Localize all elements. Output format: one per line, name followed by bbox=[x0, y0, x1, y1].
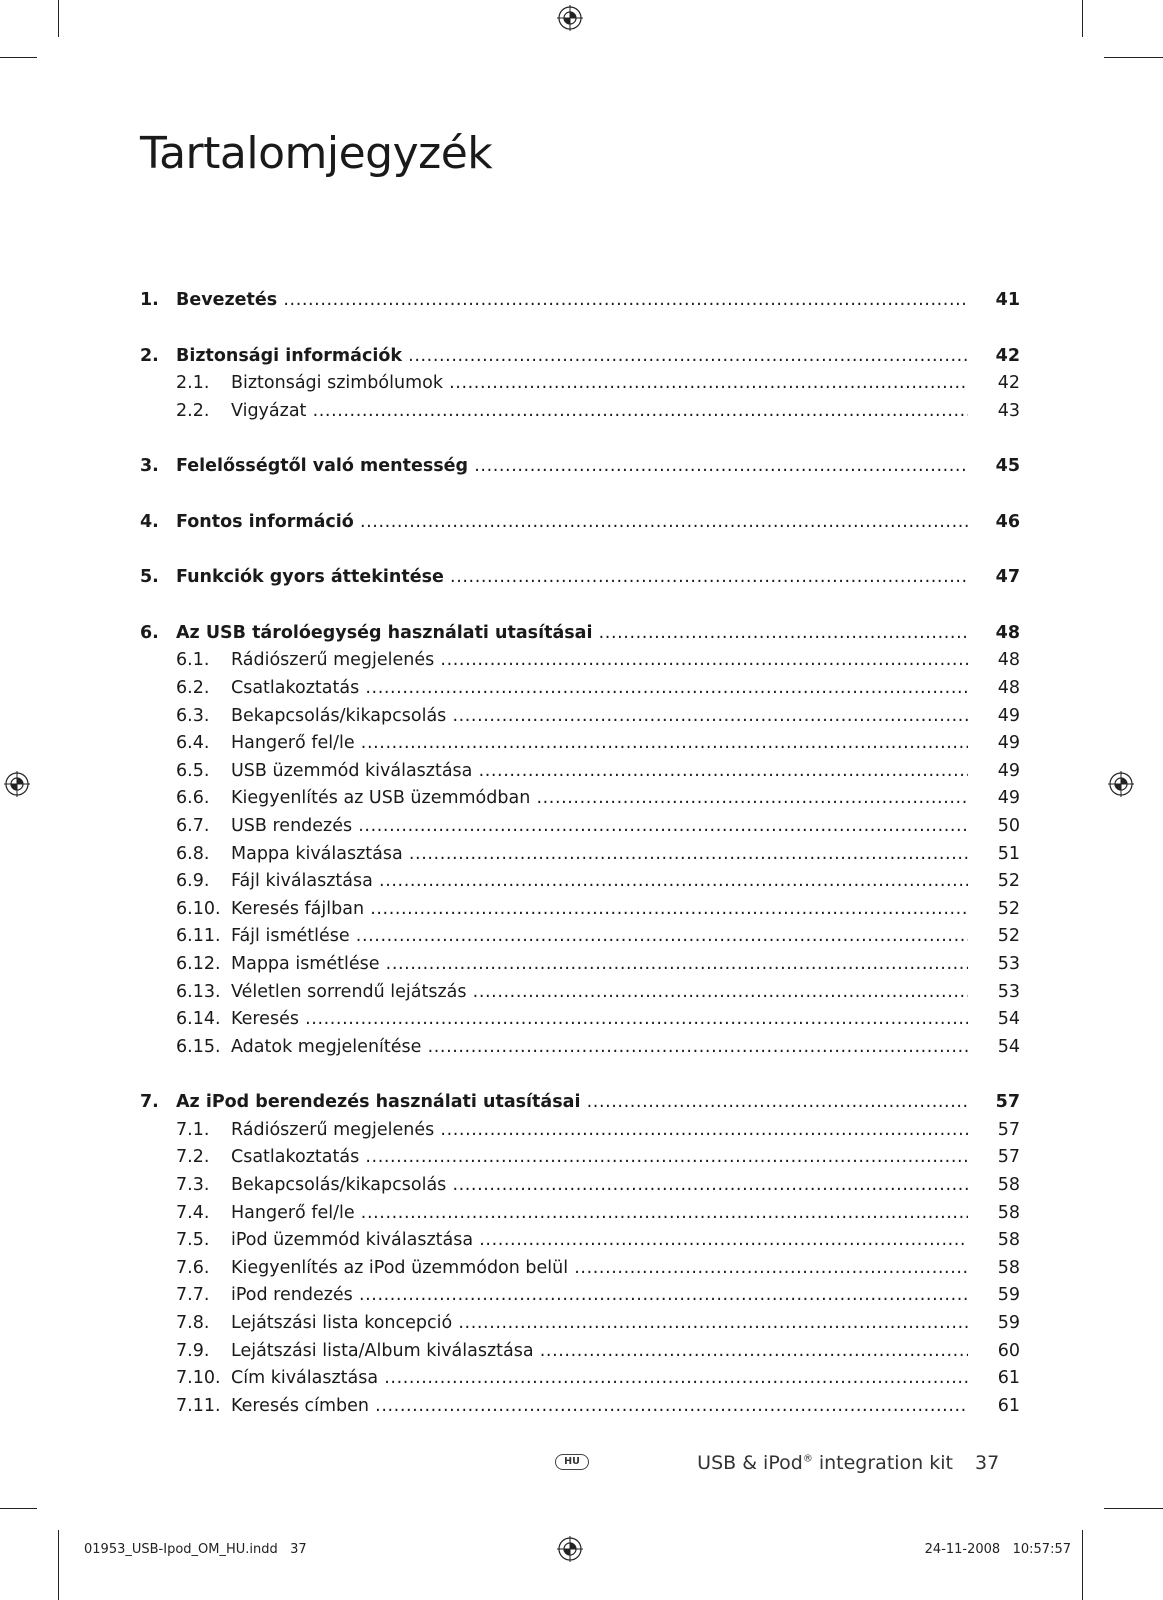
toc-entry bbox=[140, 869, 1020, 893]
toc-entry-number: 5. bbox=[140, 567, 159, 588]
toc-entry-title: Rádiószerű megjelenés ..... bbox=[231, 648, 968, 672]
toc-entry-title: Bekapcsolás/kikapcsolás ..... bbox=[231, 704, 968, 728]
toc-entry bbox=[140, 454, 1020, 478]
registered-mark: ® bbox=[802, 1453, 813, 1465]
toc-entry-title: Hangerő fel/le ..... bbox=[231, 1201, 968, 1225]
toc-entry-number: 7.11. bbox=[176, 1395, 221, 1416]
product-name-suffix: integration kit bbox=[812, 1452, 953, 1474]
toc-entry-number: 6.3. bbox=[176, 705, 210, 726]
toc-entry-page: 57 bbox=[997, 1119, 1020, 1140]
toc-entry-number: 7.1. bbox=[176, 1119, 210, 1140]
toc-entry bbox=[140, 1173, 1020, 1197]
toc-entry bbox=[140, 1007, 1020, 1031]
toc-entry-page: 57 bbox=[997, 1147, 1020, 1168]
toc-entry-number: 2.1. bbox=[176, 373, 210, 394]
toc-entry-number: 7.8. bbox=[176, 1313, 210, 1333]
toc-entry-title: Mappa ismétlése ..... bbox=[231, 952, 968, 976]
toc-entry-title: Keresés fájlban ..... bbox=[231, 897, 968, 921]
toc-entry-page: 51 bbox=[997, 843, 1020, 864]
product-name-text: USB & iPod bbox=[697, 1452, 803, 1474]
toc-entry-number: 7.9. bbox=[176, 1340, 210, 1361]
toc-entry bbox=[140, 1283, 1020, 1307]
toc-entry-number: 7.5. bbox=[176, 1230, 210, 1251]
toc-entry-page: 58 bbox=[997, 1230, 1020, 1251]
toc-entry-title: Kiegyenlítés az USB üzemmódban ..... bbox=[231, 786, 968, 810]
toc-entry-number: 2. bbox=[140, 345, 159, 366]
toc-entry-title: Csatlakoztatás ..... bbox=[231, 1145, 968, 1169]
toc-entry bbox=[140, 1366, 1020, 1390]
toc-entry-page: 49 bbox=[997, 733, 1020, 754]
toc-entry bbox=[140, 759, 1020, 783]
toc-entry-page: 50 bbox=[997, 815, 1020, 836]
toc-entry-title: USB üzemmód kiválasztása ..... bbox=[231, 759, 968, 783]
toc-entry-title: Adatok megjelenítése ..... bbox=[231, 1035, 968, 1059]
toc-entry-page: 43 bbox=[997, 400, 1020, 421]
toc-entry-number: 7.3. bbox=[176, 1175, 210, 1195]
toc-entry-page: 46 bbox=[995, 511, 1020, 532]
toc-entry bbox=[140, 1145, 1020, 1169]
toc-entry-number: 2.2. bbox=[176, 400, 210, 421]
toc-entry bbox=[140, 1339, 1020, 1363]
toc-entry bbox=[140, 1394, 1020, 1418]
toc-entry bbox=[140, 1228, 1020, 1252]
toc-entry-page: 45 bbox=[995, 456, 1020, 477]
toc-entry-page: 47 bbox=[995, 567, 1020, 588]
product-name bbox=[697, 1452, 953, 1474]
toc-entry-page: 48 bbox=[997, 650, 1020, 671]
toc-entry-page: 42 bbox=[995, 345, 1020, 366]
toc-entry-title: USB rendezés ..... bbox=[231, 814, 968, 838]
toc-entry-title: Biztonsági információk ..... bbox=[176, 344, 968, 368]
toc-entry-title: Rádiószerű megjelenés ..... bbox=[231, 1118, 968, 1142]
toc-entry-title: Bekapcsolás/kikapcsolás ..... bbox=[231, 1173, 968, 1197]
toc-entry-page: 54 bbox=[997, 1009, 1020, 1030]
toc-entry bbox=[140, 648, 1020, 672]
toc-entry-number: 6.5. bbox=[176, 760, 210, 781]
toc-entry bbox=[140, 1201, 1020, 1225]
toc-entry-page: 48 bbox=[995, 622, 1020, 643]
toc-entry-number: 6.11. bbox=[176, 926, 221, 947]
toc-entry-title: Cím kiválasztása ..... bbox=[231, 1366, 968, 1390]
toc-entry bbox=[140, 1090, 1020, 1114]
toc-entry bbox=[140, 1256, 1020, 1280]
language-badge: HU bbox=[555, 1454, 589, 1470]
toc-entry bbox=[140, 565, 1020, 589]
toc-entry-title: Biztonsági szimbólumok ..... bbox=[231, 371, 968, 395]
toc-entry-title: Fájl kiválasztása ..... bbox=[231, 869, 968, 893]
toc-entry-number: 6.15. bbox=[176, 1036, 221, 1057]
toc-entry-number: 6.12. bbox=[176, 953, 221, 974]
toc-entry-title: Bevezetés ..... bbox=[176, 288, 968, 312]
toc-entry-title: Funkciók gyors áttekintése ..... bbox=[176, 565, 968, 589]
toc-entry-number: 6.2. bbox=[176, 677, 210, 698]
toc-entry-page: 52 bbox=[997, 898, 1020, 919]
toc-entry-page: 48 bbox=[997, 677, 1020, 698]
toc-entry bbox=[140, 786, 1020, 810]
toc-entry-page: 61 bbox=[997, 1368, 1020, 1389]
toc-entry-number: 7.4. bbox=[176, 1202, 210, 1223]
toc-entry-number: 6.1. bbox=[176, 650, 210, 671]
toc-entry bbox=[140, 814, 1020, 838]
toc-entry-title: Vigyázat ..... bbox=[231, 399, 968, 423]
toc-entry bbox=[140, 1311, 1020, 1335]
toc-entry-title: Lejátszási lista/Album kiválasztása ..... bbox=[231, 1339, 968, 1363]
toc-entry-number: 6.4. bbox=[176, 733, 210, 754]
toc-entry-page: 49 bbox=[997, 705, 1020, 726]
toc-entry-page: 54 bbox=[997, 1036, 1020, 1057]
toc-entry bbox=[140, 952, 1020, 976]
toc-entry-page: 52 bbox=[997, 926, 1020, 947]
toc-entry-title: Véletlen sorrendű lejátszás ..... bbox=[231, 980, 968, 1004]
toc-entry-title: Hangerő fel/le ..... bbox=[231, 731, 968, 755]
toc-entry-page: 58 bbox=[997, 1175, 1020, 1195]
toc-entry-page: 49 bbox=[997, 788, 1020, 809]
toc-entry-page: 61 bbox=[997, 1395, 1020, 1416]
toc-entry bbox=[140, 676, 1020, 700]
toc-entry-number: 6. bbox=[140, 622, 159, 643]
toc-entry-title: Keresés ..... bbox=[231, 1007, 968, 1031]
toc-entry bbox=[140, 842, 1020, 866]
toc-entry-number: 7.10. bbox=[176, 1368, 221, 1389]
toc-entry bbox=[140, 1118, 1020, 1142]
toc-entry-number: 1. bbox=[140, 290, 159, 310]
toc-entry-number: 6.13. bbox=[176, 981, 221, 1002]
toc-entry bbox=[140, 924, 1020, 948]
toc-entry-title: Az USB tárolóegység használati utasításai ..... bbox=[176, 621, 968, 645]
toc-entry-title: Felelősségtől való mentesség ..... bbox=[176, 454, 968, 478]
toc-entry-page: 60 bbox=[997, 1340, 1020, 1361]
toc-entry-title: iPod rendezés ..... bbox=[231, 1283, 968, 1307]
toc-entry-page: 58 bbox=[997, 1257, 1020, 1278]
toc-entry-title: Fontos információ ..... bbox=[176, 510, 968, 534]
toc-entry-title: Az iPod berendezés használati utasításai ..... bbox=[176, 1090, 968, 1114]
slug-file: 01953_USB-Ipod_OM_HU.indd 37 bbox=[84, 1542, 307, 1557]
toc-entry-number: 6.8. bbox=[176, 843, 210, 864]
toc-entry-number: 6.9. bbox=[176, 871, 210, 892]
toc-entry-page: 52 bbox=[997, 871, 1020, 892]
page-number: 37 bbox=[975, 1452, 1000, 1474]
toc-entry-number: 7.2. bbox=[176, 1147, 210, 1168]
toc-entry bbox=[140, 704, 1020, 728]
slug-date: 24-11-2008 10:57:57 bbox=[924, 1542, 1071, 1557]
toc-entry-number: 6.14. bbox=[176, 1009, 221, 1030]
toc-entry-page: 53 bbox=[997, 953, 1020, 974]
toc-entry-title: Fájl ismétlése ..... bbox=[231, 924, 968, 948]
toc-entry-page: 42 bbox=[997, 373, 1020, 394]
toc-entry-number: 6.10. bbox=[176, 898, 221, 919]
toc-entry-number: 6.6. bbox=[176, 788, 210, 809]
toc-entry-page: 41 bbox=[995, 290, 1020, 310]
toc-entry-title: Keresés címben ..... bbox=[231, 1394, 968, 1418]
toc-entry-number: 7.6. bbox=[176, 1257, 210, 1278]
toc-entry-number: 7. bbox=[140, 1092, 159, 1113]
page-title: Tartalomjegyzék bbox=[140, 128, 493, 179]
toc-entry bbox=[140, 1035, 1020, 1059]
toc-entry bbox=[140, 371, 1020, 395]
toc-entry bbox=[140, 897, 1020, 921]
toc-entry bbox=[140, 399, 1020, 423]
toc-entry-title: Kiegyenlítés az iPod üzemmódon belül ..... bbox=[231, 1256, 968, 1280]
toc-entry bbox=[140, 510, 1020, 534]
toc-entry-page: 59 bbox=[997, 1313, 1020, 1333]
toc-entry-number: 6.7. bbox=[176, 815, 210, 836]
toc-entry-title: Csatlakoztatás ..... bbox=[231, 676, 968, 700]
toc-entry bbox=[140, 621, 1020, 645]
toc-entry bbox=[140, 288, 1020, 312]
toc-entry-page: 49 bbox=[997, 760, 1020, 781]
toc-entry-number: 7.7. bbox=[176, 1285, 210, 1306]
toc-entry-title: Mappa kiválasztása ..... bbox=[231, 842, 968, 866]
toc-entry-title: iPod üzemmód kiválasztása ..... bbox=[231, 1228, 968, 1252]
toc-entry-page: 53 bbox=[997, 981, 1020, 1002]
toc-entry bbox=[140, 344, 1020, 368]
toc-entry bbox=[140, 980, 1020, 1004]
toc-entry-number: 4. bbox=[140, 511, 159, 532]
toc-entry bbox=[140, 731, 1020, 755]
toc-entry-title: Lejátszási lista koncepció ..... bbox=[231, 1311, 968, 1335]
toc-entry-number: 3. bbox=[140, 456, 159, 477]
toc-entry-page: 58 bbox=[997, 1202, 1020, 1223]
toc-entry-page: 57 bbox=[995, 1092, 1020, 1113]
toc-entry-page: 59 bbox=[997, 1285, 1020, 1306]
